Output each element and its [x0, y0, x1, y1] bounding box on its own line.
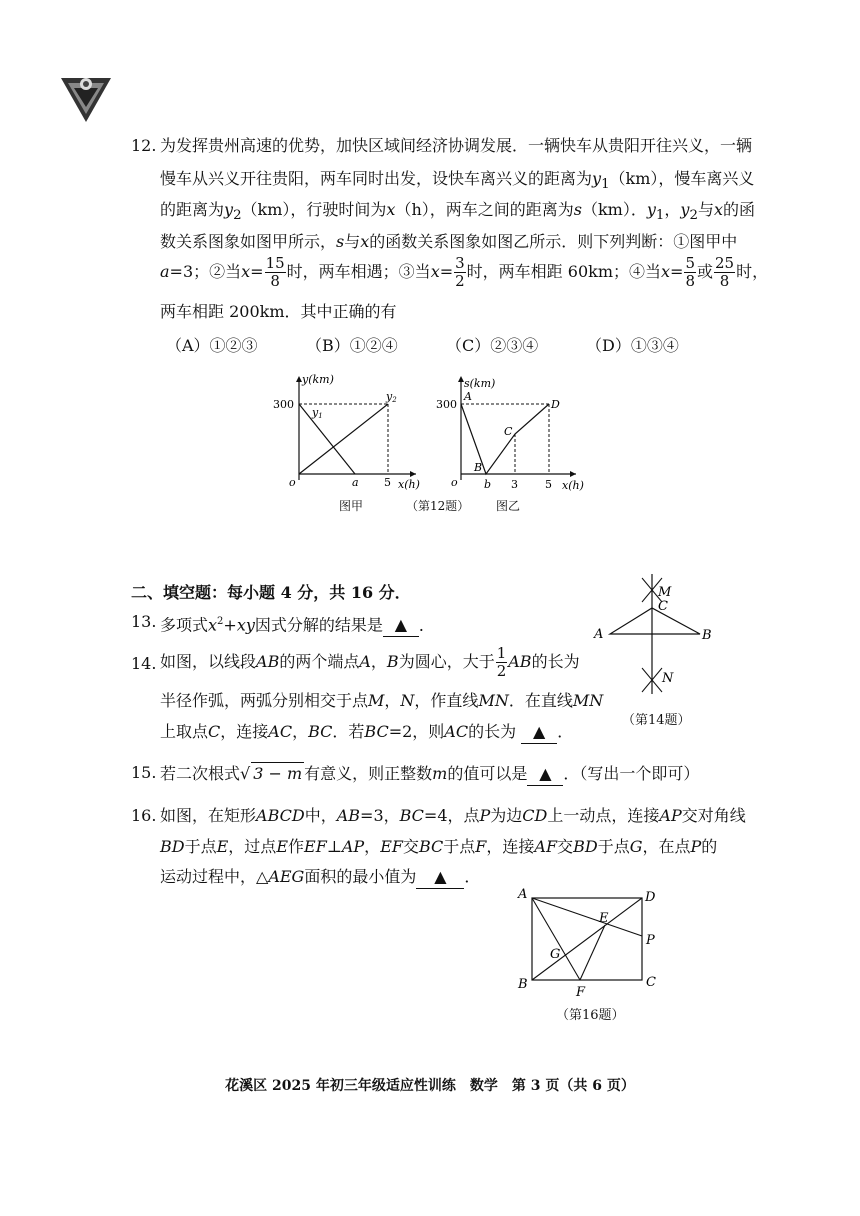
- fig16-caption: （第16题）: [556, 1008, 625, 1023]
- label-n: N: [662, 671, 674, 686]
- fraction-25-8: $\frac{25}{8}$: [715, 254, 735, 290]
- figure-yi-graph: [434, 370, 594, 492]
- label-y1: y1: [312, 406, 323, 420]
- label-p: P: [646, 933, 655, 948]
- tick-3: 3: [511, 478, 518, 491]
- q16-number: 16.: [131, 806, 157, 825]
- q12-line2: 慢车从兴义开往贵阳，两车同时出发，设快车离兴义的距离为$y_1(km)$，慢车离兴义: [160, 169, 755, 193]
- q16-line2: BD于点E，过点E作EF⊥AP，EF交BC于点F，连接AF交BD于点G，在点P的: [160, 837, 718, 856]
- q14-answer-blank: ▲: [521, 721, 557, 744]
- q14-line2: 半径作弧，两弧分别相交于点M，N，作直线MN．在直线MN: [160, 691, 604, 710]
- fig-jia-label: 图甲: [339, 499, 364, 513]
- q14-number: 14.: [131, 654, 157, 673]
- q12-option-a: （A）①②③: [166, 336, 258, 355]
- line-y1: [299, 404, 355, 474]
- q12-option-b: （B）①②④: [306, 336, 398, 355]
- q16-answer-blank: ▲: [416, 866, 464, 889]
- label-y2: y2: [386, 390, 397, 404]
- point-a-label: A: [464, 390, 472, 403]
- fig14-caption: （第14题）: [622, 713, 691, 728]
- q12-option-d: （D）①③④: [586, 336, 679, 355]
- q12-line3: 的距离为$y_2(km)$，行驶时间为x（h），两车之间的距离为s（km）．$y_1$，$y_2$与x的函: [160, 200, 755, 224]
- triangle-abc: [610, 608, 700, 634]
- point-c-label: C: [504, 425, 513, 438]
- label-b: B: [702, 628, 712, 643]
- sqrt-symbol: √: [240, 764, 251, 783]
- label-c: C: [646, 975, 656, 990]
- x-axis-label: x(h): [398, 478, 420, 491]
- fraction-1-2: $\frac{1}{2}$: [496, 644, 507, 680]
- q14-line1: 如图，以线段AB的两个端点A，B为圆心，大于 $\frac{1}{2}$ AB的长为: [160, 644, 580, 680]
- q13-answer-blank: ▲: [383, 614, 419, 637]
- label-c: C: [658, 599, 668, 614]
- x-axis-arrow: [410, 471, 416, 477]
- tick-a: a: [352, 476, 359, 489]
- figure-jia-graph: [268, 370, 428, 492]
- q12-line4: 数关系图象如图甲所示，s与x的函数关系图象如图乙所示．则下列判断：①图甲中: [160, 232, 738, 251]
- x-axis-arrow: [570, 471, 576, 477]
- label-a: A: [594, 627, 604, 642]
- diagonal-bd: [532, 898, 642, 980]
- origin-label: o: [289, 476, 296, 489]
- q12-option-c: （C）②③④: [446, 336, 539, 355]
- fig-yi-label: 图乙: [496, 499, 521, 513]
- q15-answer-blank: ▲: [527, 763, 563, 786]
- fig12-caption: （第12题）: [406, 499, 470, 513]
- figure-16: [510, 884, 670, 1000]
- label-f: F: [576, 985, 586, 1000]
- label-g: G: [550, 947, 561, 962]
- label-a: A: [518, 887, 528, 902]
- tick-300: 300: [436, 398, 457, 411]
- school-logo: [58, 74, 114, 124]
- page-footer: 花溪区 2025 年初三年级适应性训练 数学 第 3 页（共 6 页）: [225, 1078, 635, 1094]
- tick-b: b: [484, 478, 492, 491]
- line-af: [532, 898, 580, 980]
- tick-5: 5: [384, 476, 391, 489]
- label-e: E: [599, 911, 609, 926]
- section-2-heading: 二、填空题：每小题 4 分，共 16 分．: [131, 583, 411, 602]
- q13-number: 13.: [131, 612, 157, 631]
- q13-text: 多项式$x^2+xy$因式分解的结果是 ▲ ．: [160, 611, 435, 637]
- label-b: B: [518, 977, 528, 992]
- q12-line1: 为发挥贵州高速的优势，加快区域间经济协调发展．一辆快车从贵阳开往兴义，一辆: [160, 136, 753, 155]
- line-ap: [532, 898, 642, 936]
- fraction-5-8: $\frac{5}{8}$: [685, 254, 695, 290]
- line-ef: [580, 925, 605, 980]
- q15-text: 若二次根式√ 3 − m 有意义，则正整数m的值可以是 ▲ ．（写出一个即可）: [160, 762, 699, 786]
- q16-line1: 如图，在矩形ABCD中，AB=3，BC=4，点P为边CD上一动点，连接AP交对角线: [160, 806, 746, 825]
- q12-line5: a=3；②当x= $\frac{15}{8}$ 时，两车相遇；③当x= $\frac{3}{2}$ 时，两车相距 60km；④当x= $\frac{5}{8}$ 或 $\frac{25}{8}$ 时，: [160, 254, 769, 290]
- radicand: 3 − m: [253, 764, 303, 783]
- point-d-label: D: [551, 398, 560, 411]
- fraction-3-2: $\frac{3}{2}$: [455, 254, 465, 290]
- label-d: D: [645, 890, 656, 905]
- q14-line3: 上取点C，连接AC，BC．若BC=2，则AC的长为 ▲ ．: [160, 721, 573, 744]
- q15-number: 15.: [131, 763, 157, 782]
- x-axis-label: x(h): [562, 479, 584, 492]
- q12-line6: 两车相距 200km．其中正确的有: [160, 302, 397, 321]
- point-b-label: B: [474, 461, 483, 474]
- origin-label: o: [451, 476, 458, 489]
- q16-line3: 运动过程中，△AEG面积的最小值为 ▲ ．: [160, 866, 480, 889]
- tick-300: 300: [273, 398, 294, 411]
- figure-14: [590, 570, 720, 700]
- fraction-15-8: $\frac{15}{8}$: [265, 254, 285, 290]
- y-axis-label: s(km): [464, 377, 496, 390]
- y-axis-label: y(km): [302, 373, 334, 386]
- label-m: M: [658, 585, 672, 600]
- q12-number: 12.: [131, 136, 157, 155]
- tick-5: 5: [545, 478, 552, 491]
